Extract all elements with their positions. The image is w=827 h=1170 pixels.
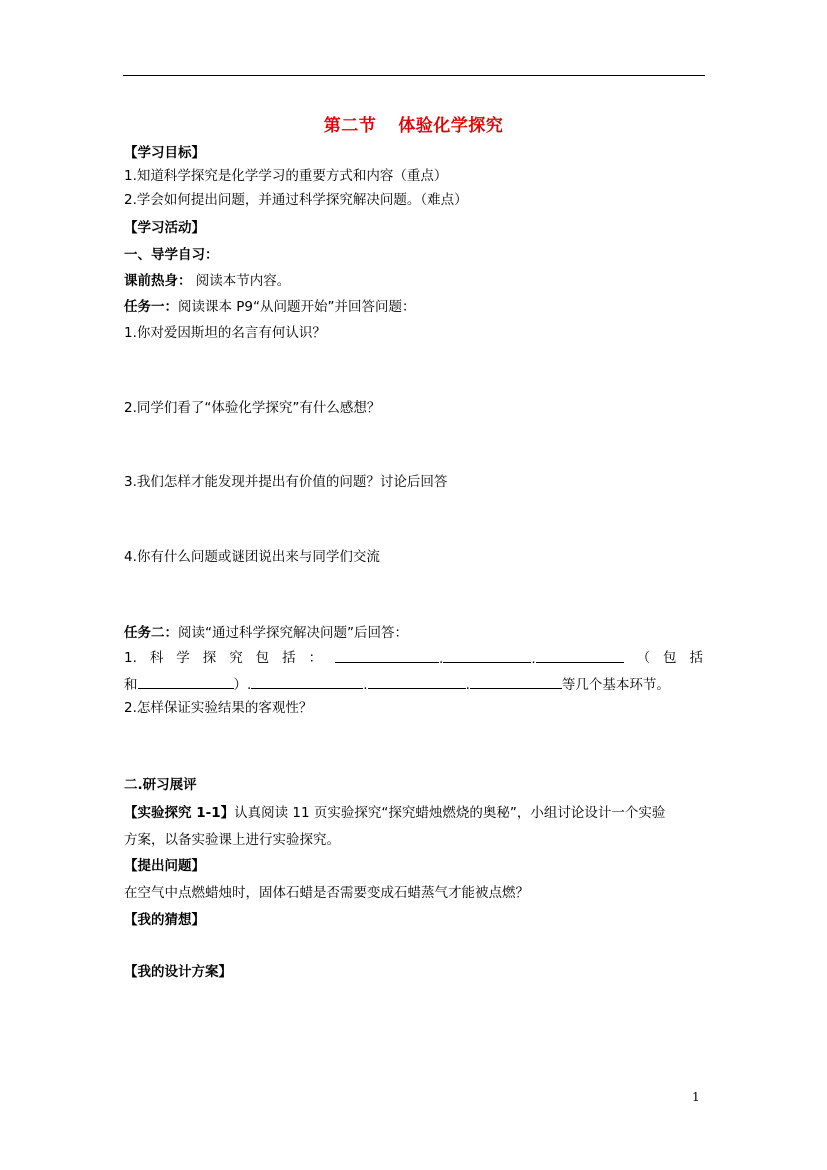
page-title [0, 111, 827, 136]
answer-blank[interactable] [335, 649, 439, 663]
question-4: 4.你有什么问题或谜团说出来与同学们交流 [124, 549, 380, 565]
page-number: 1 [692, 1090, 700, 1104]
goals-heading: 【学习目标】 [124, 145, 205, 161]
question-3: 3.我们怎样才能发现并提出有价值的问题？讨论后回答 [124, 474, 448, 490]
fill-line2-paren: ）. [233, 677, 252, 693]
task2-text: 阅读“通过科学探究解决问题”后回答： [178, 625, 408, 641]
fill-char: 括 [689, 650, 703, 666]
task1-line [124, 298, 416, 316]
experiment-line-1 [124, 804, 665, 822]
answer-blank[interactable] [470, 675, 562, 689]
experiment-text-1: 认真阅读 11 页实验探究“探究蜡烛燃烧的奥秘”，小组讨论设计一个实验 [234, 805, 666, 821]
answer-blank[interactable] [443, 649, 531, 663]
fill-line2-end: 等几个基本环节。 [561, 677, 670, 693]
fill-char: ： [308, 650, 323, 666]
warmup-label: 课前热身： [124, 273, 192, 289]
fill-question-line-1 [124, 649, 703, 668]
fill-char: 括 [282, 650, 296, 666]
activities-heading: 【学习活动】 [124, 220, 205, 236]
section1-heading: 一、导学自习： [124, 247, 219, 263]
answer-blank[interactable] [368, 675, 466, 689]
answer-blank[interactable] [251, 675, 363, 689]
question-objectivity: 2.怎样保证实验结果的客观性？ [124, 700, 313, 716]
section2-heading: 二.研习展评 [124, 777, 197, 793]
answer-blank[interactable] [138, 675, 234, 689]
question-2: 2.同学们看了“体验化学探究”有什么感想？ [124, 400, 381, 416]
fill-char: 探 [202, 650, 217, 666]
experiment-label: 【实验探究 1-1】 [124, 805, 235, 821]
goal-item-2: 2.学会如何提出问题，并通过科学探究解决问题。（难点） [124, 192, 468, 208]
fill-char: 学 [176, 650, 190, 666]
question-1: 1.你对爱因斯坦的名言有何认识？ [124, 325, 326, 341]
question-text: 在空气中点燃蜡烛时，固体石蜡是否需要变成石蜡蒸气才能被点燃？ [124, 885, 529, 901]
fill-char: 包 [255, 650, 270, 666]
answer-blanks-group-1: . . [335, 649, 624, 668]
fill-char: 1. [124, 650, 137, 666]
task1-text: 阅读课本 P9“从问题开始”并回答问题： [178, 299, 416, 315]
task2-label: 任务二： [124, 625, 178, 641]
task2-line [124, 624, 408, 642]
fill-char: 究 [229, 650, 243, 666]
design-heading: 【我的设计方案】 [124, 964, 232, 980]
question-heading: 【提出问题】 [124, 858, 205, 874]
header-rule [123, 75, 705, 76]
title-topic: 体验化学探究 [398, 116, 504, 136]
guess-heading: 【我的猜想】 [124, 912, 205, 928]
fill-char: 科 [149, 650, 164, 666]
answer-blank[interactable] [536, 649, 624, 663]
fill-question-line-2: 和 ）. . . 等几个基本环节。 [124, 677, 670, 693]
fill-line2-start: 和 [124, 677, 138, 693]
experiment-text-2: 方案，以备实验课上进行实验探究。 [124, 832, 340, 848]
goal-item-1: 1.知道科学探究是化学学习的重要方式和内容（重点） [124, 168, 448, 184]
task1-label: 任务一： [124, 299, 178, 315]
warmup-line [124, 272, 290, 290]
warmup-text: 阅读本节内容。 [191, 273, 291, 289]
fill-char: 包 [663, 650, 677, 666]
title-section: 第二节 [323, 116, 377, 136]
fill-paren-open: （ [636, 650, 651, 666]
